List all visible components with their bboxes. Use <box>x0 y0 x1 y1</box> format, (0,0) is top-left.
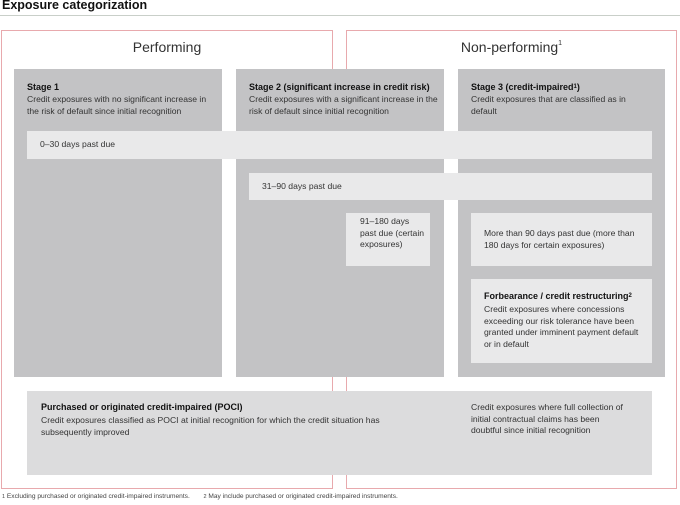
footnote-mark: 1 <box>573 84 577 90</box>
forbearance-box <box>471 279 652 363</box>
band-31-90-label: 31–90 days past due <box>262 181 342 191</box>
stage-3-description: Credit exposures that are classified as in default <box>471 94 626 116</box>
forbearance-title <box>484 290 632 302</box>
stage-3-title-text: Stage 3 (credit-impaired <box>471 82 574 92</box>
stage-1-description: Credit exposures with no significant increase in the risk of default since initial recognition <box>27 94 207 116</box>
box-more-than-90-label: More than 90 days past due (more than 180 days for certain exposures) <box>484 228 635 250</box>
box-91-180-days <box>346 213 430 266</box>
stage-3-title-end: ) <box>576 82 580 92</box>
footnote-mark: 2 <box>628 293 632 299</box>
performing-heading: Performing <box>132 39 202 55</box>
footnote-1-mark: 1 <box>2 494 6 500</box>
footnote-2-text: May include purchased or originated credit-impaired instruments. <box>208 493 398 500</box>
stage-2-description: Credit exposures with a significant increase in the risk of default since initial recognition <box>249 94 438 116</box>
poci-right-description: Credit exposures where full collection of initial contractual claims has been doubtful since initial recognition <box>471 402 623 435</box>
forbearance-description: Credit exposures where concessions exceeding our risk tolerance have been granted under imminent payment default or in default <box>484 304 639 349</box>
poci-box <box>27 391 652 475</box>
forbearance-title-text: Forbearance / credit restructuring <box>484 291 629 301</box>
stage-2-title: Stage 2 (significant increase in credit risk) <box>249 82 430 92</box>
stage-3-title <box>471 81 580 93</box>
title-divider <box>0 15 680 16</box>
box-91-180-label: 91–180 days past due (certain exposures) <box>360 216 425 249</box>
non-performing-heading <box>347 39 676 55</box>
footnote-1-text: Excluding purchased or originated credit-impaired instruments. <box>6 493 190 500</box>
poci-description: Credit exposures classified as POCI at initial recognition for which the credit situation has subsequently improved <box>41 415 380 437</box>
footnote-mark: 1 <box>558 40 563 47</box>
stage-1-title: Stage 1 <box>27 82 60 92</box>
non-performing-label: Non-performing <box>460 39 559 55</box>
diagram-title: Exposure categorization <box>2 0 148 12</box>
band-0-30-label: 0–30 days past due <box>40 139 116 149</box>
footnote-2-mark: 2 <box>203 494 207 500</box>
band-31-90-days <box>249 173 652 200</box>
footnotes <box>2 493 398 500</box>
poci-title: Purchased or originated credit-impaired (POCI) <box>41 402 243 412</box>
stage-1-column <box>14 69 222 377</box>
box-more-than-90-days <box>471 213 652 266</box>
band-0-30-days <box>27 131 652 159</box>
